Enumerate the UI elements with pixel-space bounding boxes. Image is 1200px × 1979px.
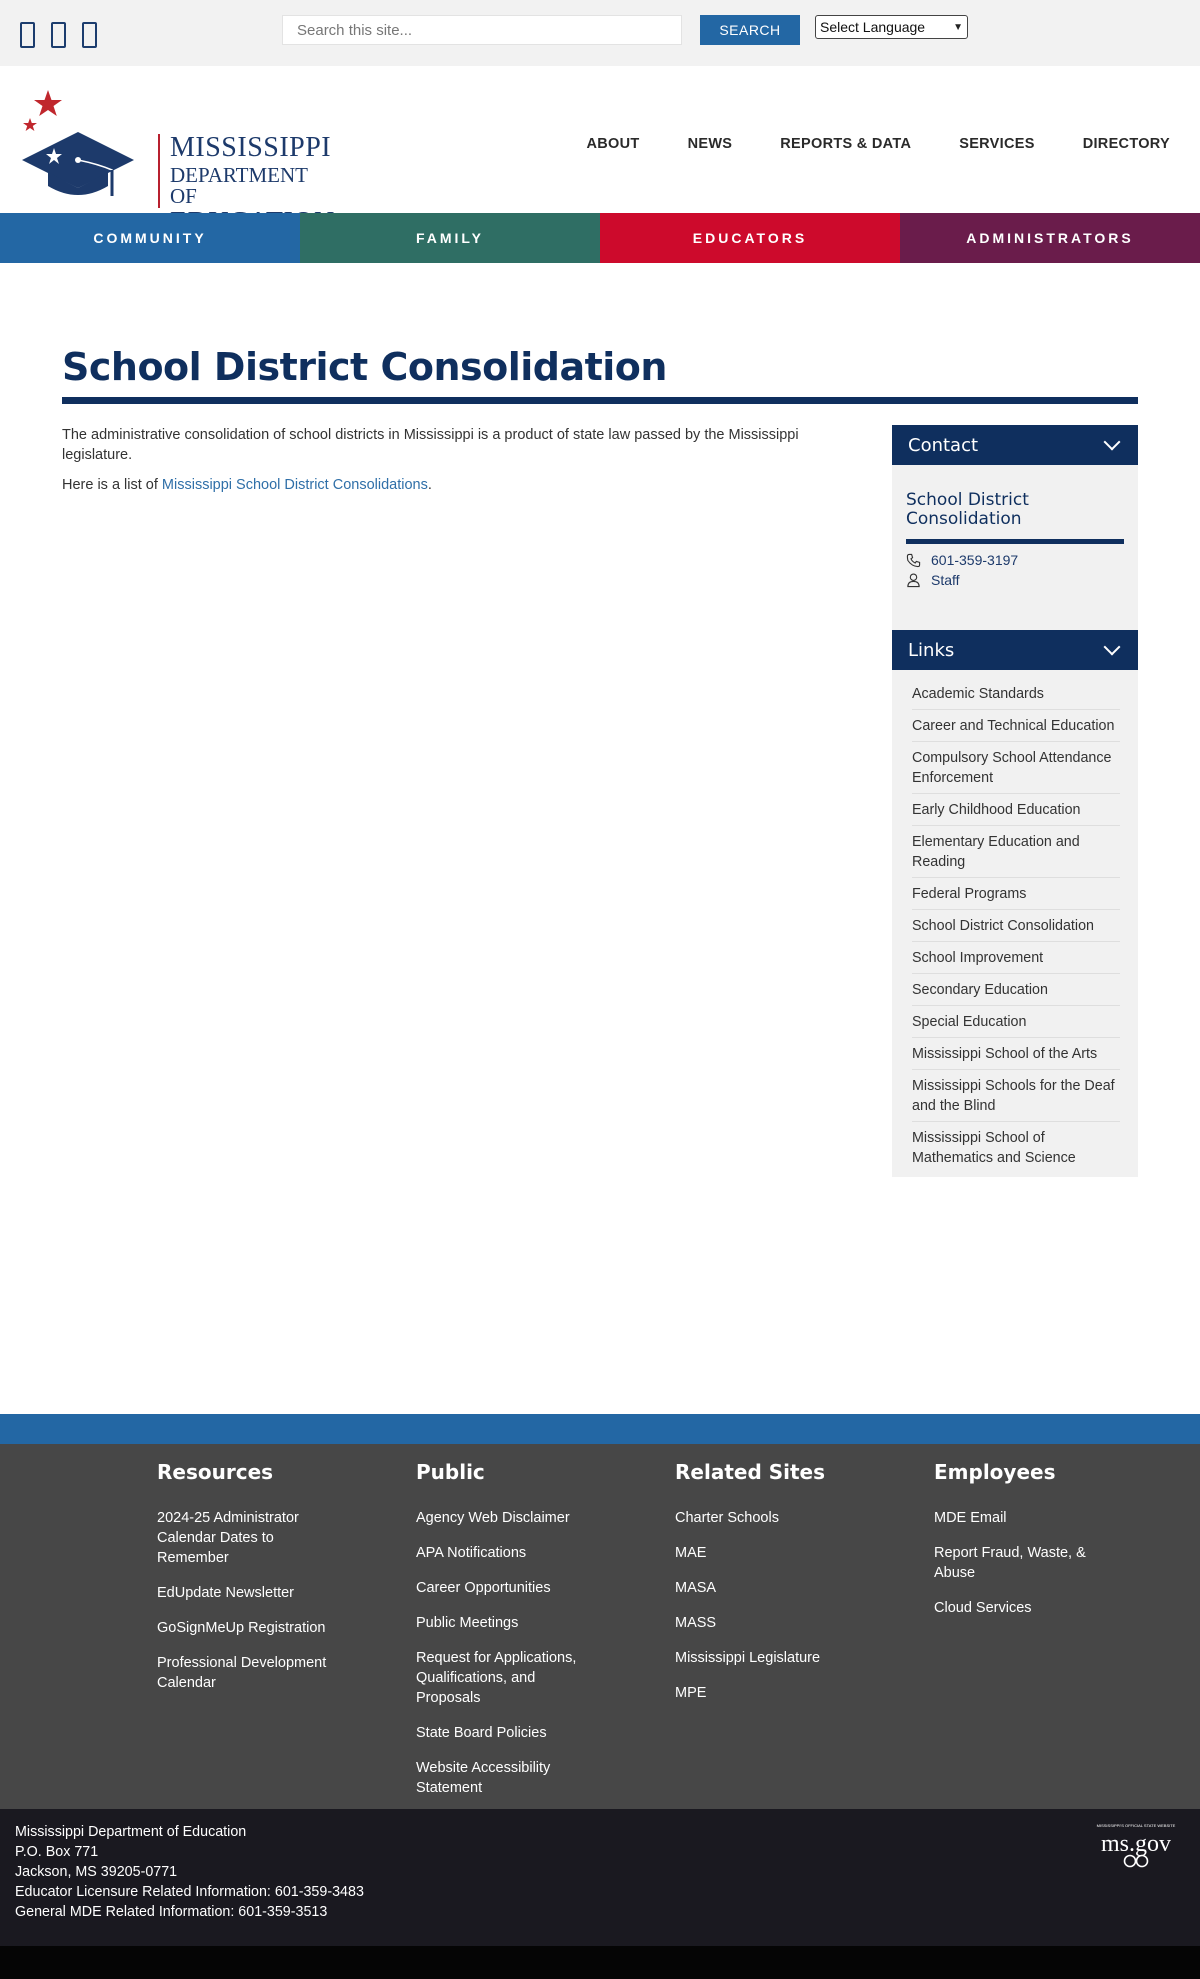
footer-link[interactable]: MASA [675, 1580, 717, 1596]
audience-educators[interactable]: EDUCATORS [600, 213, 900, 263]
sidebar [892, 425, 1138, 1177]
msgov-logo-icon[interactable] [1086, 1821, 1186, 1871]
contact-staff-link[interactable]: Staff [931, 572, 960, 588]
language-select[interactable] [815, 15, 968, 39]
footer-column-resources [157, 1460, 357, 1708]
agency-address [15, 1822, 364, 1922]
site-header [0, 66, 1200, 213]
nav-reports-data[interactable]: REPORTS & DATA [780, 136, 912, 152]
msgov-mark: ms.gov [1100, 1831, 1172, 1857]
search-button[interactable]: SEARCH [700, 15, 800, 45]
footer-column-related-sites [675, 1460, 875, 1718]
link-secondary-education[interactable]: Secondary Education [912, 974, 1120, 1006]
logo-line-1: MISSISSIPPI [170, 132, 332, 163]
graduation-cap-logo-icon [20, 86, 160, 196]
audience-administrators[interactable]: ADMINISTRATORS [900, 213, 1200, 263]
footer-link[interactable]: MPE [675, 1685, 707, 1701]
links-heading: Links [908, 639, 955, 661]
footer-link[interactable]: Website Accessibility Statement [416, 1760, 551, 1796]
footer-address-bar [0, 1809, 1200, 1946]
page-bottom-bar [0, 1946, 1200, 1979]
chevron-down-icon [1104, 434, 1121, 451]
nav-news[interactable]: NEWS [687, 136, 733, 152]
facebook-icon[interactable] [20, 22, 35, 48]
footer-heading-employees: Employees [934, 1460, 1056, 1484]
footer-link[interactable]: MASS [675, 1615, 717, 1631]
footer-link[interactable]: Request for Applications, Qualifications, and Proposals [416, 1650, 577, 1706]
search-input[interactable] [282, 15, 682, 45]
phone-icon [906, 553, 921, 568]
contact-phone-number[interactable]: 601-359-3197 [931, 552, 1019, 568]
nav-about[interactable]: ABOUT [586, 136, 640, 152]
audience-nav [0, 213, 1200, 263]
footer-column-employees [934, 1460, 1134, 1633]
links-panel-header[interactable] [892, 630, 1138, 670]
contact-staff[interactable] [906, 570, 1124, 590]
footer-heading-public: Public [416, 1460, 485, 1484]
footer-link[interactable]: State Board Policies [416, 1725, 547, 1741]
contact-panel [892, 465, 1138, 630]
link-federal-programs[interactable]: Federal Programs [912, 878, 1120, 910]
site-footer [0, 1444, 1200, 1809]
nav-directory[interactable]: DIRECTORY [1082, 136, 1170, 152]
instagram-icon[interactable] [82, 22, 97, 48]
link-school-of-arts[interactable]: Mississippi School of the Arts [912, 1038, 1120, 1070]
links-panel [892, 670, 1138, 1177]
link-compulsory-attendance[interactable]: Compulsory School Attendance Enforcement [912, 742, 1120, 794]
address-line: Mississippi Department of Education [15, 1824, 247, 1840]
list-paragraph-prefix: Here is a list of [62, 477, 162, 493]
contact-phone[interactable] [906, 550, 1124, 570]
social-links [20, 22, 97, 48]
link-early-childhood[interactable]: Early Childhood Education [912, 794, 1120, 826]
consolidations-link[interactable]: Mississippi School District Consolidations [161, 477, 428, 493]
address-line: General MDE Related Information: 601-359-3513 [15, 1904, 328, 1920]
list-paragraph [62, 475, 832, 495]
footer-link[interactable]: GoSignMeUp Registration [157, 1620, 326, 1636]
chevron-down-icon: ▼ [953, 21, 963, 33]
footer-link[interactable]: MDE Email [934, 1510, 1007, 1526]
audience-family[interactable]: FAMILY [300, 213, 600, 263]
link-special-education[interactable]: Special Education [912, 1006, 1120, 1038]
footer-link[interactable]: EdUpdate Newsletter [157, 1585, 295, 1601]
footer-column-public [416, 1460, 616, 1813]
title-divider [62, 397, 1138, 404]
footer-stripe [0, 1414, 1200, 1444]
intro-paragraph: The administrative consolidation of school districts in Mississippi is a product of state law passed by the Mississippi legislature. [62, 427, 799, 463]
contact-panel-header[interactable] [892, 425, 1138, 465]
link-elementary-education[interactable]: Elementary Education and Reading [912, 826, 1120, 878]
address-line: P.O. Box 771 [15, 1844, 99, 1860]
contact-title: School District Consolidation [906, 491, 1124, 544]
address-line: Jackson, MS 39205-0771 [15, 1864, 178, 1880]
contact-heading: Contact [908, 434, 979, 456]
logo-divider [158, 134, 160, 208]
address-line: Educator Licensure Related Information: 601-359-3483 [15, 1884, 364, 1900]
footer-link[interactable]: Public Meetings [416, 1615, 519, 1631]
footer-link[interactable]: APA Notifications [416, 1545, 527, 1561]
audience-community[interactable]: COMMUNITY [0, 213, 300, 263]
list-paragraph-suffix: . [427, 477, 432, 493]
msgov-tagline: MISSISSIPPI'S OFFICIAL STATE WEBSITE [1096, 1823, 1176, 1828]
footer-link[interactable]: Report Fraud, Waste, & Abuse [934, 1545, 1086, 1581]
mde-logo[interactable] [20, 86, 332, 208]
link-school-improvement[interactable]: School Improvement [912, 942, 1120, 974]
footer-link[interactable]: MAE [675, 1545, 707, 1561]
logo-line-2: DEPARTMENT OF [170, 163, 308, 208]
link-schools-deaf-blind[interactable]: Mississippi Schools for the Deaf and the Blind [912, 1070, 1120, 1122]
footer-link[interactable]: Career Opportunities [416, 1580, 551, 1596]
footer-heading-related-sites: Related Sites [675, 1460, 826, 1484]
main-content [62, 425, 832, 505]
twitter-icon[interactable] [51, 22, 66, 48]
footer-link[interactable]: Cloud Services [934, 1600, 1032, 1616]
main-nav [587, 136, 1170, 152]
person-icon [906, 572, 921, 588]
footer-heading-resources: Resources [157, 1460, 274, 1484]
footer-link[interactable]: Mississippi Legislature [675, 1650, 821, 1666]
footer-link[interactable]: Professional Development Calendar [157, 1655, 327, 1691]
language-select-value: Select Language [820, 19, 926, 35]
footer-link[interactable]: 2024-25 Administrator Calendar Dates to Remember [157, 1510, 299, 1566]
chevron-down-icon [1104, 639, 1121, 656]
link-career-technical-education[interactable]: Career and Technical Education [912, 710, 1120, 742]
utility-bar [0, 0, 1200, 66]
footer-link[interactable]: Agency Web Disclaimer [416, 1510, 570, 1526]
link-school-district-consolidation[interactable]: School District Consolidation [912, 910, 1120, 942]
nav-services[interactable]: SERVICES [959, 136, 1035, 152]
footer-link[interactable]: Charter Schools [675, 1510, 779, 1526]
link-academic-standards[interactable]: Academic Standards [912, 678, 1120, 710]
link-school-math-science[interactable]: Mississippi School of Mathematics and Science [912, 1130, 1076, 1166]
page-title: School District Consolidation [62, 345, 667, 389]
